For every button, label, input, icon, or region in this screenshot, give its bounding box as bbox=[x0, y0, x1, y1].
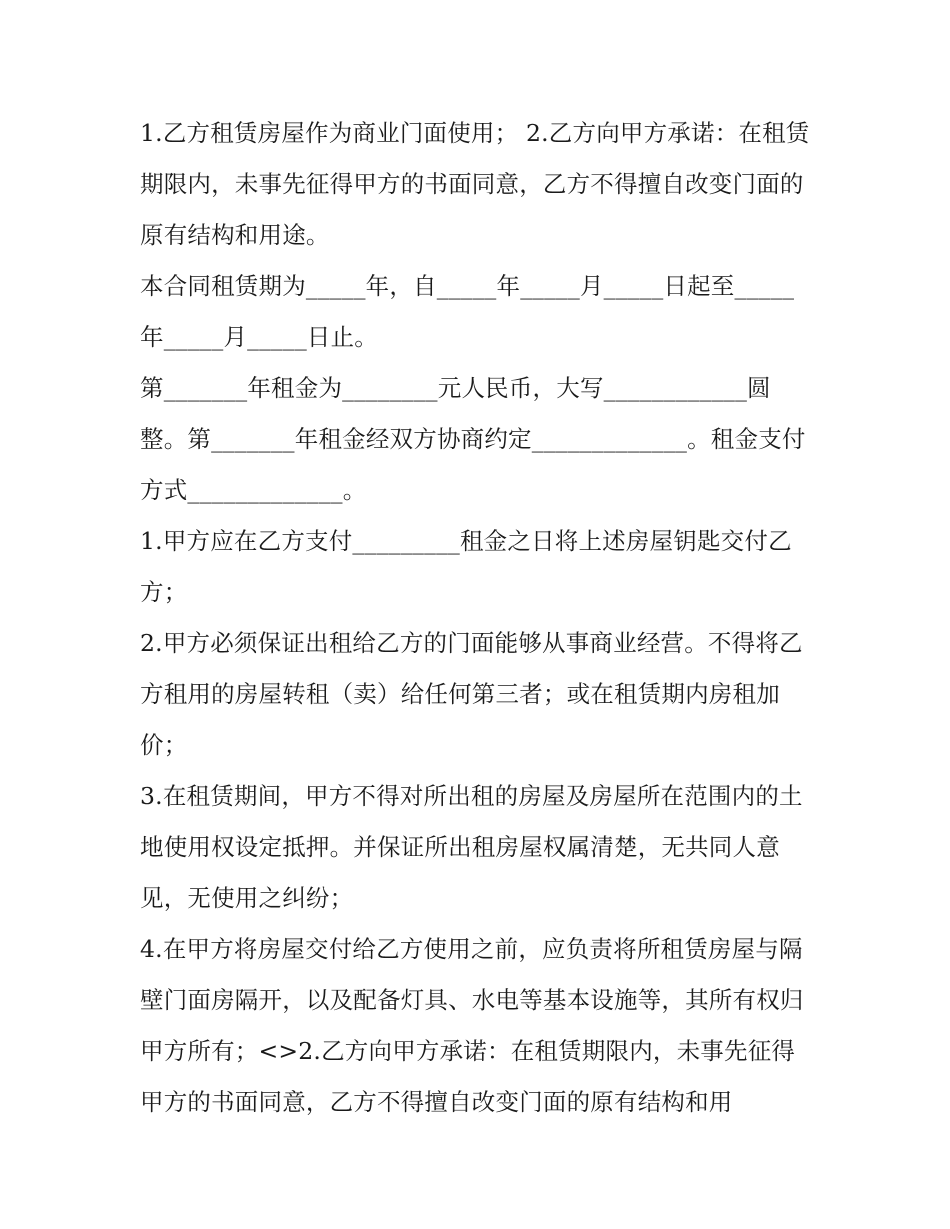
paragraph-lease-term: 本合同租赁期为_____年，自_____年_____月_____日起至_____年_____月_____日止。 bbox=[140, 272, 795, 351]
paragraph-usage-promise: 1.乙方租赁房屋作为商业门面使用； 2.乙方向甲方承诺：在租赁期限内，未事先征得甲方的书面同意，乙方不得擅自改变门面的原有结构和用途。 bbox=[140, 119, 810, 249]
paragraph-no-mortgage: 3.在租赁期间，甲方不得对所出租的房屋及房屋所在范围内的土地使用权设定抵押。并保证所出租房屋权属清楚，无共同人意见，无使用之纠纷； bbox=[140, 782, 803, 912]
paragraph-facilities: 4.在甲方将房屋交付给乙方使用之前，应负责将所租赁房屋与隔壁门面房隔开，以及配备灯具、水电等基本设施等，其所有权归甲方所有；<>2.乙方向甲方承诺：在租赁期限内，未事先征得甲方的书面同意，乙方不得擅自改变门面的原有结构和用 bbox=[140, 935, 804, 1116]
paragraph-rent: 第_______年租金为________元人民币，大写____________圆整。第_______年租金经双方协商约定_____________。租金支付方式_____________。 bbox=[140, 374, 806, 504]
paragraph-business-guarantee: 2.甲方必须保证出租给乙方的门面能够从事商业经营。不得将乙方租用的房屋转租（卖）给任何第三者；或在租赁期内房租加价； bbox=[140, 629, 803, 759]
paragraph-key-handover: 1.甲方应在乙方支付_________租金之日将上述房屋钥匙交付乙方； bbox=[140, 527, 792, 606]
document-body bbox=[140, 108, 816, 1128]
